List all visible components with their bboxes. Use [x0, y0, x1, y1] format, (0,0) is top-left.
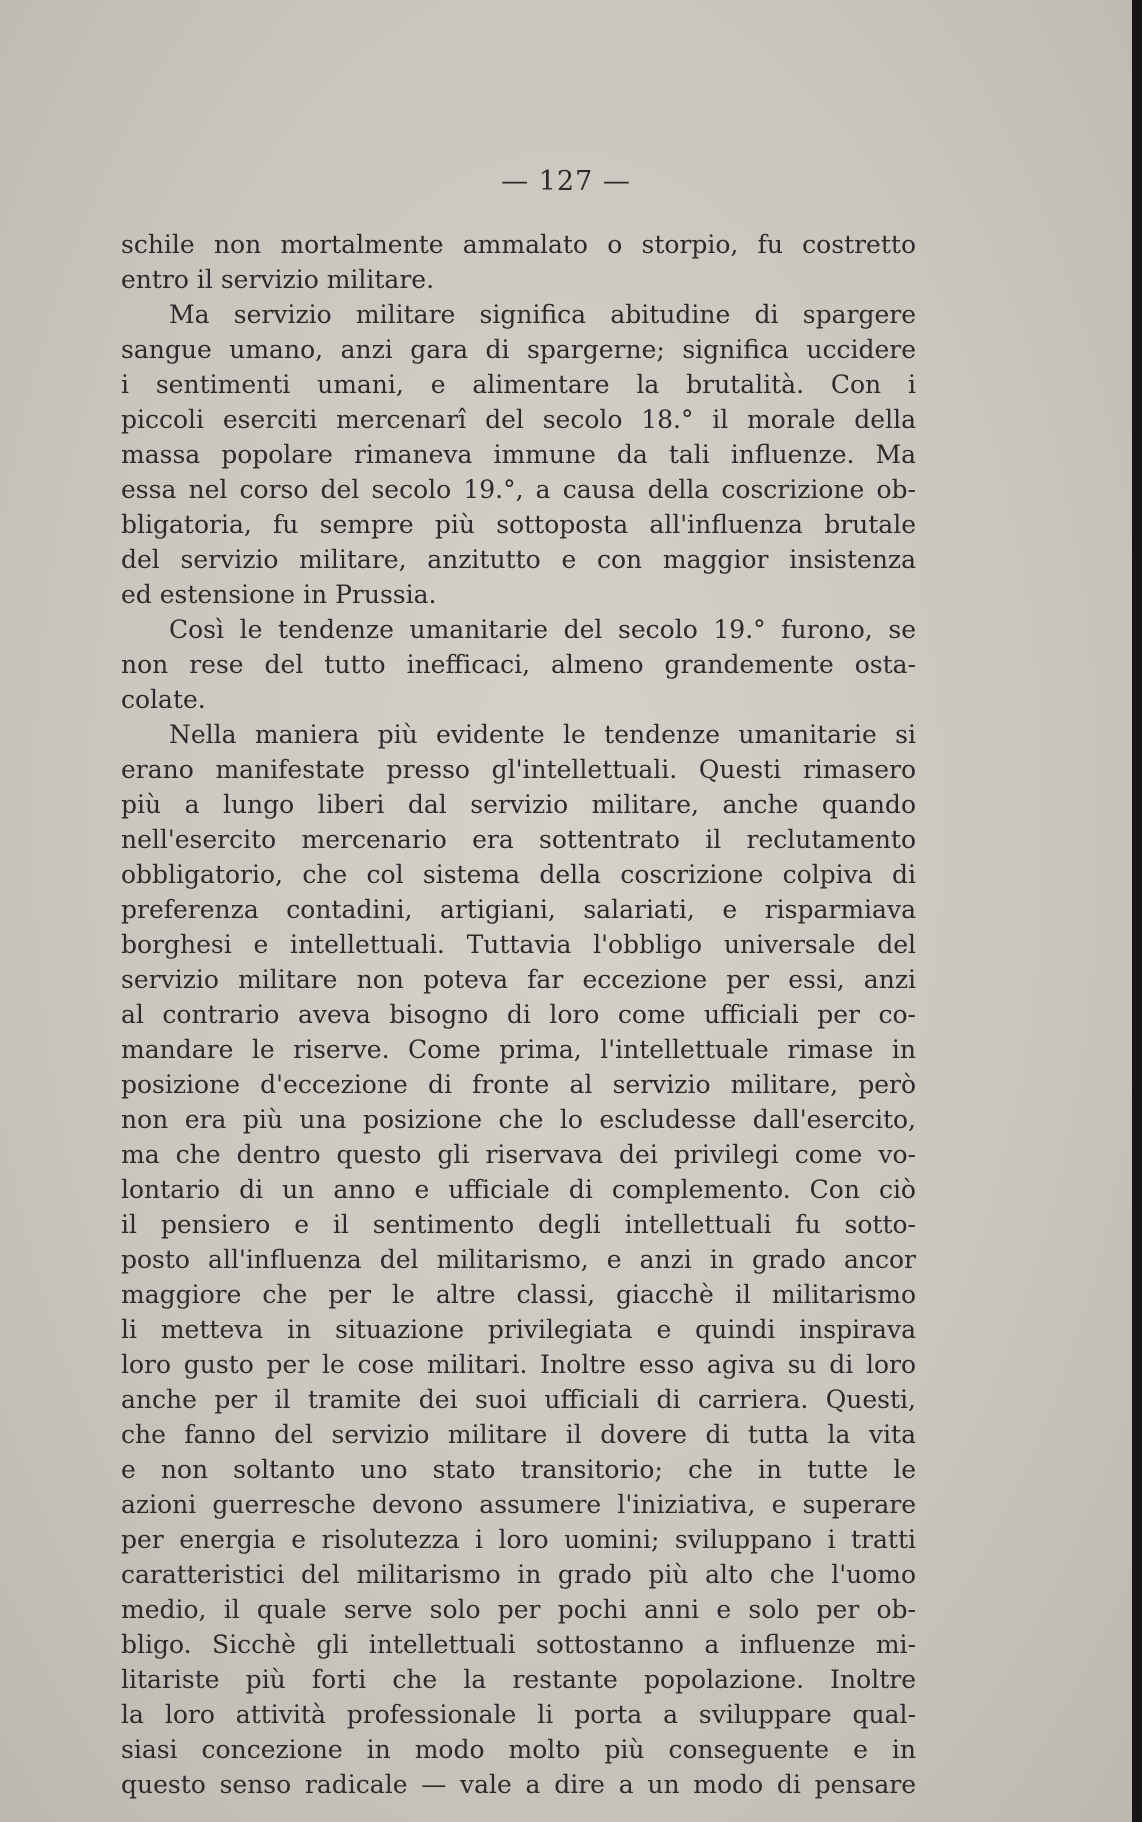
text-line: non era più una posizione che lo escludesse dall'esercito, [121, 1105, 916, 1134]
text-line: per energia e risolutezza i loro uomini; sviluppano i tratti [121, 1525, 916, 1554]
text-line: bligo. Sicchè gli intellettuali sottostanno a influenze mi- [121, 1630, 916, 1659]
text-line: che fanno del servizio militare il dovere di tutta la vita [121, 1420, 916, 1449]
text-line: caratteristici del militarismo in grado più alto che l'uomo [121, 1560, 916, 1589]
text-line: il pensiero e il sentimento degli intellettuali fu sotto- [121, 1210, 916, 1239]
text-line: nell'esercito mercenario era sottentrato il reclutamento [121, 825, 916, 854]
text-line: siasi concezione in modo molto più conseguente e in [121, 1735, 916, 1764]
text-line: posto all'influenza del militarismo, e anzi in grado ancor [121, 1245, 916, 1274]
text-line: bligatoria, fu sempre più sottoposta all'influenza brutale [121, 510, 916, 539]
text-line: obbligatorio, che col sistema della coscrizione colpiva di [121, 860, 916, 889]
text-line: Nella maniera più evidente le tendenze umanitarie si [169, 720, 916, 749]
text-line: posizione d'eccezione di fronte al servizio militare, però [121, 1070, 916, 1099]
text-line: preferenza contadini, artigiani, salariati, e risparmiava [121, 895, 916, 924]
body-text [121, 227, 916, 1802]
text-line: Ma servizio militare significa abitudine di spargere [169, 300, 916, 329]
text-line: schile non mortalmente ammalato o storpio, fu costretto [121, 230, 916, 259]
text-line: colate. [121, 685, 206, 714]
text-line: sangue umano, anzi gara di spargerne; significa uccidere [121, 335, 916, 364]
text-line: ma che dentro questo gli riservava dei privilegi come vo- [121, 1140, 916, 1169]
text-line: i sentimenti umani, e alimentare la brutalità. Con i [121, 370, 916, 399]
page-number: — 127 — [501, 166, 631, 197]
text-line: entro il servizio militare. [121, 265, 435, 294]
text-line: e non soltanto uno stato transitorio; che in tutte le [121, 1455, 916, 1484]
text-line: piccoli eserciti mercenarî del secolo 18.° il morale della [121, 405, 916, 434]
text-line: essa nel corso del secolo 19.°, a causa della coscrizione ob- [121, 475, 916, 504]
text-line: maggiore che per le altre classi, giacchè il militarismo [121, 1280, 916, 1309]
text-line: anche per il tramite dei suoi ufficiali di carriera. Questi, [121, 1385, 916, 1414]
text-line: la loro attività professionale li porta a sviluppare qual- [121, 1700, 916, 1729]
text-line: erano manifestate presso gl'intellettuali. Questi rimasero [121, 755, 916, 784]
text-line: più a lungo liberi dal servizio militare, anche quando [121, 790, 916, 819]
text-line: borghesi e intellettuali. Tuttavia l'obbligo universale del [121, 930, 916, 959]
text-line: mandare le riserve. Come prima, l'intellettuale rimase in [121, 1035, 916, 1064]
text-line: li metteva in situazione privilegiata e quindi inspirava [121, 1315, 916, 1344]
text-line: loro gusto per le cose militari. Inoltre esso agiva su di loro [121, 1350, 916, 1379]
text-line: azioni guerresche devono assumere l'iniziativa, e superare [121, 1490, 916, 1519]
text-line: medio, il quale serve solo per pochi anni e solo per ob- [121, 1595, 916, 1624]
text-line: lontario di un anno e ufficiale di complemento. Con ciò [121, 1175, 916, 1204]
text-line: litariste più forti che la restante popolazione. Inoltre [121, 1665, 916, 1694]
text-line: Così le tendenze umanitarie del secolo 19.° furono, se [169, 615, 916, 644]
text-line: questo senso radicale — vale a dire a un modo di pensare [121, 1770, 916, 1799]
text-line: del servizio militare, anzitutto e con maggior insistenza [121, 545, 916, 574]
text-line: ed estensione in Prussia. [121, 580, 437, 609]
text-line: massa popolare rimaneva immune da tali influenze. Ma [121, 440, 916, 469]
text-line: non rese del tutto inefficaci, almeno grandemente osta- [121, 650, 916, 679]
text-line: servizio militare non poteva far eccezione per essi, anzi [121, 965, 916, 994]
text-line: al contrario aveva bisogno di loro come ufficiali per co- [121, 1000, 916, 1029]
